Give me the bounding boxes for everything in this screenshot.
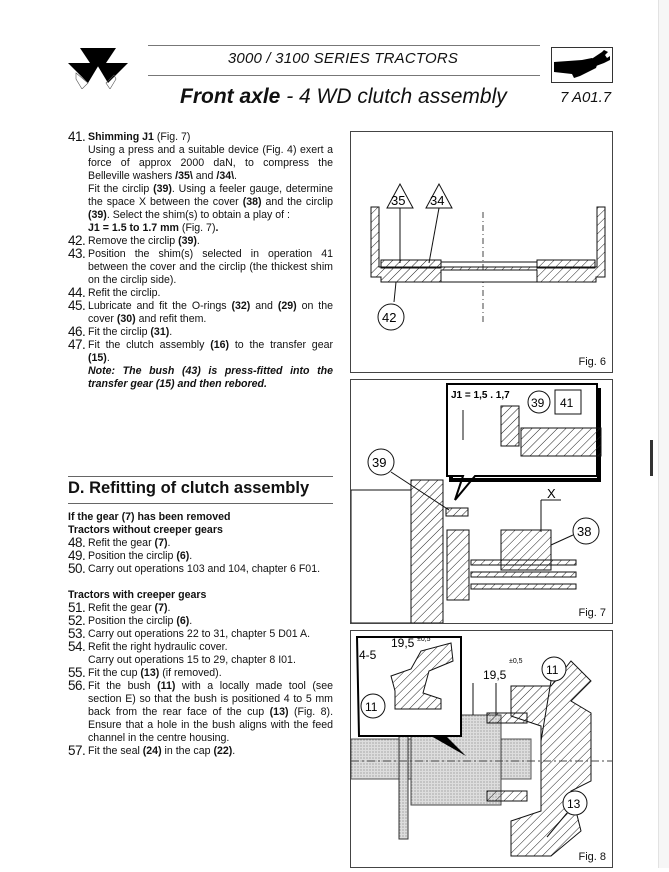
step-text: Shimming J1 (Fig. 7) Using a press and a suitable device (Fig. 4) exert a force of approx 2000 daN, to compress the Belleville washers /35\ and /34\. Fit the circlip (39). Using a feeler gauge, determine the space X between the cover (38) and the circlip (39). Select the shim(s) to obtain a play of : J1 = 1.5 to 1.7 mm (Fig. 7). (88, 131, 333, 234)
step-number: 52. (68, 613, 86, 628)
section-rule-top (68, 476, 333, 477)
step-text: Fit the cup (13) (if removed). (88, 667, 222, 679)
fig8-drawing (351, 631, 612, 867)
operation-step (68, 628, 333, 641)
logo (66, 45, 130, 94)
step-text: Fit the bush (11) with a locally made tool (see section E) so that the bush is positioned 4 to 5 mm back from the rear face of the cup (13) (Fig. 8). Ensure that a hole in the bush aligns with the feed channel in the centre housing. (88, 680, 334, 744)
hand-wrench-icon (552, 48, 612, 82)
operation-step (68, 235, 333, 248)
step-number: 56. (68, 678, 86, 693)
page-code: 7 A01.7 (560, 89, 612, 106)
operation-step (68, 300, 333, 326)
step-text: Refit the circlip. (88, 287, 161, 299)
subheading-gear-removed: If the gear (7) has been removed (68, 511, 231, 523)
operation-step (68, 615, 333, 628)
step-number: 46. (68, 324, 86, 339)
series-title: 3000 / 3100 SERIES TRACTORS (227, 50, 459, 67)
fig6-callout-34: 34 (430, 193, 445, 208)
fig6-label: Fig. 6 (578, 356, 606, 368)
step-text: Lubricate and fit the O-rings (32) and (29) on the cover (30) and refit them. (88, 300, 334, 325)
header-rule-bottom (148, 75, 540, 76)
step-number: 51. (68, 600, 86, 615)
fig8-tol-main: ±0,5 (509, 658, 523, 665)
header-rule-top (148, 45, 540, 46)
step-number: 42. (68, 233, 86, 248)
fig8-label: Fig. 8 (578, 851, 606, 863)
operation-step (68, 537, 333, 550)
figure-8 (350, 630, 613, 868)
ops-list-1 (68, 131, 333, 391)
step-text: Refit the gear (7). (88, 602, 171, 614)
fig6-callout-35: 35 (391, 193, 406, 208)
fig8-callout-11: 11 (546, 663, 559, 677)
fig7-inset-j1: J1 = 1,5 . 1,7 (451, 390, 510, 401)
operation-step (68, 248, 333, 287)
scan-artifact (650, 440, 653, 476)
ops-list-a (68, 537, 333, 576)
step-number: 57. (68, 743, 86, 758)
step-text: Position the circlip (6). (88, 550, 193, 562)
step-text: Refit the gear (7). (88, 537, 171, 549)
page-title-bold: Front axle (180, 85, 281, 108)
operation-step (68, 287, 333, 300)
operation-step (68, 667, 333, 680)
fig7-label: Fig. 7 (578, 607, 606, 619)
section-badge (551, 47, 613, 83)
ops-list-b (68, 602, 333, 758)
fig8-tol-inset: ±0,5 (417, 636, 431, 643)
fig7-callout-39: 39 (372, 455, 387, 470)
step-number: 50. (68, 561, 86, 576)
fig7-dim-x: X (547, 486, 556, 501)
subheading-no-creeper: Tractors without creeper gears (68, 524, 223, 536)
page-edge (658, 0, 669, 868)
operation-step (68, 326, 333, 339)
step-number: 41. (68, 129, 86, 144)
step-text: Refit the right hydraulic cover. Carry out operations 15 to 29, chapter 8 I01. (88, 641, 296, 666)
step-text: Carry out operations 103 and 104, chapter 6 F01. (88, 563, 321, 575)
fig7-callout-39-inset: 39 (531, 396, 545, 410)
step-number: 53. (68, 626, 86, 641)
triple-triangle-logo-icon (66, 45, 130, 89)
page-title (180, 85, 507, 109)
fig8-dim-main: 19,5 (483, 668, 507, 682)
operation-step (68, 550, 333, 563)
figure-7 (350, 379, 613, 624)
section-d-body (68, 511, 333, 758)
step-number: 45. (68, 298, 86, 313)
figure-6 (350, 131, 613, 373)
step-number: 47. (68, 337, 86, 352)
operation-step (68, 339, 333, 391)
operation-step (68, 745, 333, 758)
step-number: 43. (68, 246, 86, 261)
fig7-callout-38: 38 (577, 524, 592, 539)
subheading-creeper: Tractors with creeper gears (68, 589, 207, 601)
operation-step (68, 131, 333, 235)
fig7-callout-41: 41 (560, 396, 574, 410)
step-number: 54. (68, 639, 86, 654)
fig8-dim-inset: 19,5 (391, 636, 415, 650)
operation-step (68, 563, 333, 576)
fig7-drawing (351, 380, 612, 623)
section-heading: D. Refitting of clutch assembly (68, 479, 310, 497)
fig8-callout-13: 13 (567, 797, 581, 811)
step-text: Position the circlip (6). (88, 615, 193, 627)
step-text: Position the shim(s) selected in operation 41 between the cover and the circlip (the thickest shim on the circlip side). (88, 248, 333, 286)
step-number: 49. (68, 548, 86, 563)
page-title-rest: - 4 WD clutch assembly (280, 85, 507, 108)
step-number: 44. (68, 285, 86, 300)
fig6-callout-42: 42 (382, 310, 397, 325)
step-number: 48. (68, 535, 86, 550)
step-text: Fit the circlip (31). (88, 326, 173, 338)
step-text: Remove the circlip (39). (88, 235, 200, 247)
fig6-drawing (351, 132, 612, 372)
step-text: Fit the seal (24) in the cap (22). (88, 745, 236, 757)
step-text: Fit the clutch assembly (16) to the transfer gear (15). Note: The bush (43) is press-fitted into the transfer gear (15) and then rebored. (88, 339, 334, 390)
step-text: Carry out operations 22 to 31, chapter 5 D01 A. (88, 628, 311, 640)
section-rule-bottom (68, 503, 333, 504)
step-number: 55. (68, 665, 86, 680)
fig8-callout-11-inset: 11 (365, 700, 378, 714)
operation-step (68, 602, 333, 615)
operation-step (68, 680, 333, 745)
operation-step (68, 641, 333, 667)
fig8-range-4-5: 4-5 (359, 648, 377, 662)
